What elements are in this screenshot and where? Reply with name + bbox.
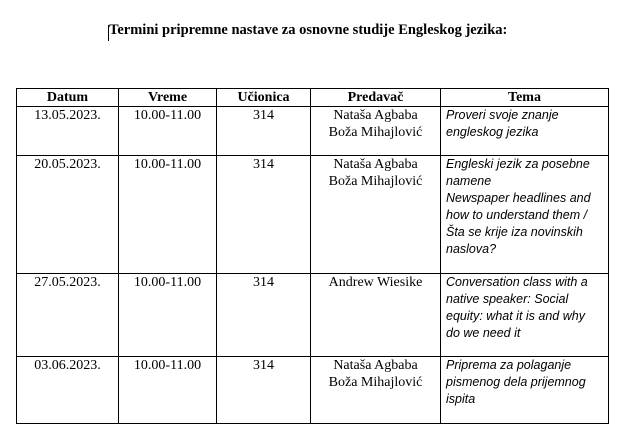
time-cell: 10.00-11.00 [119,274,217,357]
topic-line: Conversation class with a [446,275,588,289]
date-cell: 13.05.2023. [17,107,119,156]
header-lecturer: Predavač [311,89,441,107]
table-row [17,107,609,156]
topic-cell [441,107,609,156]
topic-line: pismenog dela prijemnog [446,375,586,389]
lecturer-name: Nataša Agbaba [333,358,418,373]
header-topic: Tema [441,89,609,107]
table-row [17,274,609,357]
topic-line: equity: what it is and why [446,309,585,323]
time-cell: 10.00-11.00 [119,357,217,424]
date-cell: 20.05.2023. [17,156,119,274]
topic-line: engleskog jezika [446,125,539,139]
lecturer-cell [311,274,441,357]
table-row [17,357,609,424]
topic-line: Šta se krije iza novinskih [446,225,583,239]
room-cell: 314 [217,357,311,424]
time-cell: 10.00-11.00 [119,156,217,274]
lecturer-name: Nataša Agbaba [333,108,418,123]
header-date: Datum [17,89,119,107]
topic-cell [441,274,609,357]
lecturer-name: Nataša Agbaba [333,157,418,172]
topic-line: Proveri svoje znanje [446,108,559,122]
topic-line: Engleski jezik za posebne [446,157,590,171]
topic-line: Priprema za polaganje [446,358,572,372]
lecturer-cell [311,107,441,156]
table-header-row [17,89,609,107]
lecturer-cell [311,357,441,424]
lecturer-cell [311,156,441,274]
lecturer-name: Boža Mihajlović [328,174,423,189]
time-cell: 10.00-11.00 [119,107,217,156]
table-row [17,156,609,274]
header-room: Učionica [217,89,311,107]
schedule-table [16,88,609,424]
lecturer-name: Boža Mihajlović [328,375,423,390]
date-cell: 03.06.2023. [17,357,119,424]
room-cell: 314 [217,107,311,156]
lecturer-name: Boža Mihajlović [328,125,423,140]
room-cell: 314 [217,156,311,274]
date-cell: 27.05.2023. [17,274,119,357]
header-time: Vreme [119,89,217,107]
topic-cell [441,357,609,424]
topic-line: Newspaper headlines and [446,191,591,205]
topic-line: namene [446,174,492,188]
topic-line: how to understand them / [446,208,588,222]
document-title: Termini pripremne nastave za osnovne studije Engleskog jezika: [109,22,508,38]
topic-line: naslova? [446,242,497,256]
topic-line: do we need it [446,326,521,340]
lecturer-name: Andrew Wiesike [328,275,423,290]
topic-line: native speaker: Social [446,292,569,306]
topic-cell [441,156,609,274]
room-cell: 314 [217,274,311,357]
topic-line: ispita [446,392,476,406]
